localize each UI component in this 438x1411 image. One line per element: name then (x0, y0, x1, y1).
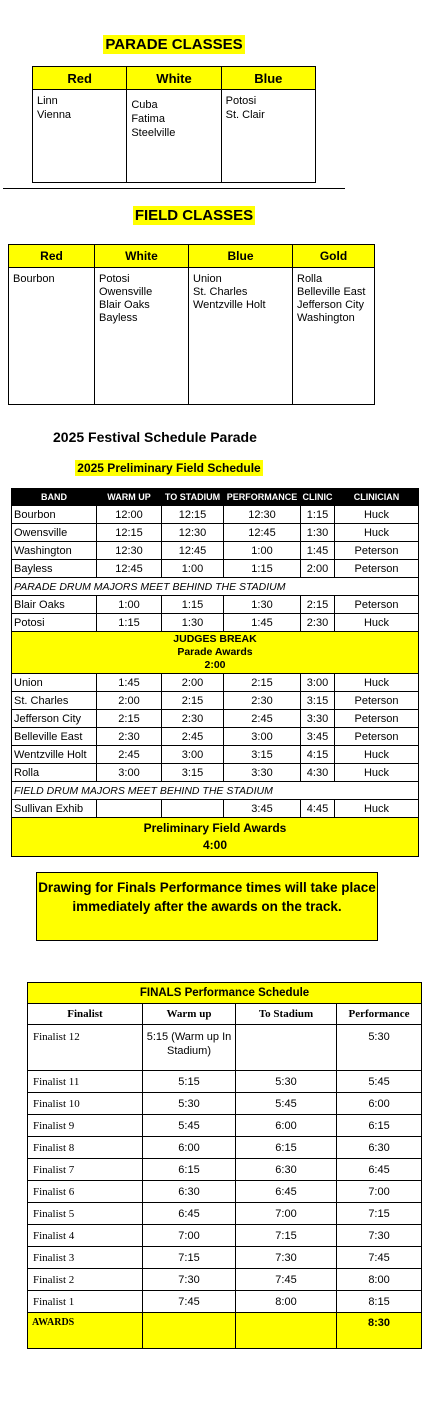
judges-break (12, 632, 419, 674)
schedule-cell: 1:15 (97, 614, 162, 632)
schedule-cell: 2:00 (97, 692, 162, 710)
finals-cell: 5:30 (143, 1093, 236, 1115)
schedule-cell: 4:15 (301, 746, 335, 764)
parade-classes-table (32, 66, 316, 183)
schedule-cell (162, 800, 224, 818)
parade-classes-title: PARADE CLASSES (105, 36, 243, 53)
preliminary-schedule-title: 2025 Preliminary Field Schedule (77, 461, 261, 475)
schedule-header-cell: PERFORMANCE (224, 489, 301, 506)
list-item: Vienna (37, 109, 72, 121)
finals-cell: 7:15 (236, 1225, 337, 1247)
field-header-white: White (95, 245, 189, 268)
table-row (12, 506, 419, 524)
finals-cell: 7:30 (143, 1269, 236, 1291)
finals-cell: 6:45 (236, 1181, 337, 1203)
finalist-name: Finalist 9 (28, 1115, 143, 1137)
schedule-cell: Huck (335, 746, 419, 764)
schedule-cell: 2:15 (301, 596, 335, 614)
schedule-cell: 1:15 (162, 596, 224, 614)
schedule-cell: 2:45 (97, 746, 162, 764)
schedule-cell: Peterson (335, 728, 419, 746)
preliminary-awards-line: 4:00 (202, 838, 228, 852)
festival-schedule-title: 2025 Festival Schedule Parade (53, 429, 257, 445)
list-item: Bourbon (13, 273, 55, 285)
table-row (28, 1093, 422, 1115)
finals-cell: 7:00 (337, 1181, 422, 1203)
list-item: Union (193, 273, 222, 285)
finals-cell: 6:15 (143, 1159, 236, 1181)
table-row (12, 614, 419, 632)
field-classes-title: FIELD CLASSES (134, 207, 254, 224)
table-row (28, 1247, 422, 1269)
list-item: St. Charles (193, 286, 248, 298)
list-item: Potosi (225, 95, 257, 107)
finals-header-cell: Warm up (143, 1004, 236, 1025)
band-name: Sullivan Exhib (12, 800, 97, 818)
list-item: Cuba (131, 99, 158, 111)
parade-red-list (33, 90, 127, 183)
finalist-name: Finalist 11 (28, 1071, 143, 1093)
table-row (28, 1203, 422, 1225)
table-row (12, 542, 419, 560)
schedule-cell (97, 800, 162, 818)
awards-time: 8:30 (337, 1313, 422, 1349)
schedule-cell: 12:30 (224, 506, 301, 524)
schedule-cell: Peterson (335, 542, 419, 560)
finals-cell: 7:30 (337, 1225, 422, 1247)
schedule-cell: 3:30 (224, 764, 301, 782)
schedule-header-cell: BAND (12, 489, 97, 506)
drum-major-note: PARADE DRUM MAJORS MEET BEHIND THE STADIUM (12, 578, 419, 596)
preliminary-awards-line: Preliminary Field Awards (143, 821, 287, 835)
field-header-gold: Gold (293, 245, 375, 268)
finals-cell: 6:00 (337, 1093, 422, 1115)
band-name: Blair Oaks (12, 596, 97, 614)
schedule-cell: 1:00 (162, 560, 224, 578)
finals-cell: 5:45 (143, 1115, 236, 1137)
list-item: Linn (37, 95, 58, 107)
schedule-cell: Peterson (335, 692, 419, 710)
field-header-blue: Blue (189, 245, 293, 268)
finals-cell: 5:30 (236, 1071, 337, 1093)
schedule-header-cell: CLINIC (301, 489, 335, 506)
finals-header-cell: To Stadium (236, 1004, 337, 1025)
finals-header-row (28, 1004, 422, 1025)
finals-cell: 8:15 (337, 1291, 422, 1313)
schedule-cell: 12:45 (224, 524, 301, 542)
schedule-cell: 1:15 (301, 506, 335, 524)
band-name: Wentzville Holt (12, 746, 97, 764)
schedule-cell: 2:30 (162, 710, 224, 728)
band-name: Potosi (12, 614, 97, 632)
judges-break-line: 2:00 (204, 659, 226, 671)
drawing-notice: Drawing for Finals Performance times will take place immediately after the awards on the track. (36, 872, 378, 941)
finals-cell: 6:00 (143, 1137, 236, 1159)
band-name: Belleville East (12, 728, 97, 746)
table-row (28, 1115, 422, 1137)
schedule-cell: Huck (335, 506, 419, 524)
finals-cell: 7:45 (236, 1269, 337, 1291)
table-row (12, 578, 419, 596)
table-row (28, 1159, 422, 1181)
table-row (28, 1291, 422, 1313)
schedule-cell: 12:15 (97, 524, 162, 542)
finals-cell: 7:00 (236, 1203, 337, 1225)
band-name: Bourbon (12, 506, 97, 524)
schedule-body (12, 506, 419, 857)
schedule-cell: 2:15 (224, 674, 301, 692)
schedule-cell: 3:30 (301, 710, 335, 728)
schedule-cell: Huck (335, 524, 419, 542)
schedule-cell: 2:15 (162, 692, 224, 710)
preliminary-schedule-table (11, 488, 419, 857)
finals-awards-row (28, 1313, 422, 1349)
schedule-cell: 3:15 (301, 692, 335, 710)
parade-white-list (127, 90, 221, 183)
finals-cell: 6:45 (143, 1203, 236, 1225)
finals-cell (236, 1025, 337, 1071)
table-row (12, 800, 419, 818)
schedule-cell: 3:15 (224, 746, 301, 764)
field-blue-list (189, 268, 293, 405)
finalist-name: Finalist 7 (28, 1159, 143, 1181)
schedule-cell: 2:00 (162, 674, 224, 692)
finals-cell: 6:30 (337, 1137, 422, 1159)
finalist-name: Finalist 12 (28, 1025, 143, 1071)
schedule-cell: 2:30 (224, 692, 301, 710)
finalist-name: Finalist 10 (28, 1093, 143, 1115)
finals-cell: 6:45 (337, 1159, 422, 1181)
finals-cell: 7:00 (143, 1225, 236, 1247)
finals-cell: 7:30 (236, 1247, 337, 1269)
parade-header-white: White (127, 67, 221, 90)
list-item: Fatima (131, 113, 165, 125)
finals-cell: 7:15 (337, 1203, 422, 1225)
finalist-name: Finalist 8 (28, 1137, 143, 1159)
schedule-cell: 12:30 (97, 542, 162, 560)
list-item: Jefferson City (297, 299, 365, 311)
awards-empty (143, 1313, 236, 1349)
schedule-cell: 3:15 (162, 764, 224, 782)
list-item: Bayless (99, 312, 138, 324)
drum-major-note: FIELD DRUM MAJORS MEET BEHIND THE STADIUM (12, 782, 419, 800)
schedule-header-cell: TO STADIUM (162, 489, 224, 506)
schedule-cell: 3:45 (224, 800, 301, 818)
schedule-cell: 2:15 (97, 710, 162, 728)
finals-cell: 6:30 (236, 1159, 337, 1181)
schedule-cell: 4:30 (301, 764, 335, 782)
awards-empty (236, 1313, 337, 1349)
table-row (28, 1269, 422, 1291)
schedule-cell: 1:30 (162, 614, 224, 632)
list-item: Rolla (297, 273, 323, 285)
list-item: Steelville (131, 127, 176, 139)
table-row (12, 560, 419, 578)
band-name: St. Charles (12, 692, 97, 710)
schedule-cell: Huck (335, 614, 419, 632)
schedule-cell: 3:00 (97, 764, 162, 782)
band-name: Washington (12, 542, 97, 560)
finalist-name: Finalist 1 (28, 1291, 143, 1313)
schedule-cell: 12:45 (97, 560, 162, 578)
band-name: Union (12, 674, 97, 692)
finals-cell: 8:00 (337, 1269, 422, 1291)
field-header-red: Red (9, 245, 95, 268)
band-name: Jefferson City (12, 710, 97, 728)
list-item: St. Clair (225, 109, 265, 121)
list-item: Owensville (99, 286, 153, 298)
schedule-cell: 1:15 (224, 560, 301, 578)
schedule-cell: 2:45 (162, 728, 224, 746)
schedule-cell: 2:30 (97, 728, 162, 746)
finals-header-cell: Performance (337, 1004, 422, 1025)
schedule-cell: Peterson (335, 710, 419, 728)
table-row (12, 674, 419, 692)
schedule-header-row (12, 489, 419, 506)
finals-cell: 7:15 (143, 1247, 236, 1269)
table-row (28, 1225, 422, 1247)
finalist-name: Finalist 3 (28, 1247, 143, 1269)
field-gold-list (293, 268, 375, 405)
list-item: Wentzville Holt (193, 299, 266, 311)
table-row (12, 746, 419, 764)
finals-cell: 6:15 (337, 1115, 422, 1137)
table-row (28, 1181, 422, 1203)
table-row (12, 524, 419, 542)
table-row (12, 710, 419, 728)
field-white-list (95, 268, 189, 405)
finals-cell: 7:45 (143, 1291, 236, 1313)
schedule-header-cell: CLINICIAN (335, 489, 419, 506)
table-row (12, 596, 419, 614)
finalist-name: Finalist 2 (28, 1269, 143, 1291)
schedule-cell: 1:00 (224, 542, 301, 560)
table-row (28, 1071, 422, 1093)
band-name: Rolla (12, 764, 97, 782)
finals-cell: 5:15 (Warm up In Stadium) (143, 1025, 236, 1071)
table-row (28, 1137, 422, 1159)
schedule-cell: 12:00 (97, 506, 162, 524)
list-item: Belleville East (297, 286, 366, 298)
schedule-cell: 3:00 (301, 674, 335, 692)
table-row (28, 1025, 422, 1071)
table-row (12, 782, 419, 800)
field-red-list (9, 268, 95, 405)
band-name: Bayless (12, 560, 97, 578)
finalist-name: Finalist 4 (28, 1225, 143, 1247)
schedule-cell: 2:00 (301, 560, 335, 578)
finals-schedule-table (27, 982, 422, 1349)
parade-header-blue: Blue (221, 67, 315, 90)
finals-cell: 6:30 (143, 1181, 236, 1203)
schedule-cell: 3:00 (162, 746, 224, 764)
table-row (12, 818, 419, 857)
list-item: Blair Oaks (99, 299, 150, 311)
schedule-cell: 3:45 (301, 728, 335, 746)
schedule-cell: 2:30 (301, 614, 335, 632)
table-row (12, 692, 419, 710)
schedule-header-cell: WARM UP (97, 489, 162, 506)
field-classes-table (8, 244, 375, 405)
schedule-cell: Huck (335, 764, 419, 782)
table-row (28, 983, 422, 1004)
schedule-cell: 1:30 (301, 524, 335, 542)
schedule-cell: 1:45 (301, 542, 335, 560)
schedule-cell: Peterson (335, 596, 419, 614)
list-item: Potosi (99, 273, 130, 285)
schedule-cell: 1:30 (224, 596, 301, 614)
finalist-name: Finalist 6 (28, 1181, 143, 1203)
table-row (12, 728, 419, 746)
finals-title: FINALS Performance Schedule (28, 983, 422, 1004)
judges-break-line: Parade Awards (177, 646, 253, 658)
schedule-cell: Huck (335, 800, 419, 818)
finals-cell: 5:45 (337, 1071, 422, 1093)
schedule-cell: 1:00 (97, 596, 162, 614)
section-divider (3, 188, 345, 189)
schedule-cell: 1:45 (97, 674, 162, 692)
finals-cell: 8:00 (236, 1291, 337, 1313)
schedule-cell: 1:45 (224, 614, 301, 632)
finals-body (28, 983, 422, 1349)
finals-cell: 5:30 (337, 1025, 422, 1071)
finals-cell: 7:45 (337, 1247, 422, 1269)
schedule-cell: Peterson (335, 560, 419, 578)
schedule-cell: 12:15 (162, 506, 224, 524)
finals-cell: 6:15 (236, 1137, 337, 1159)
schedule-cell: 4:45 (301, 800, 335, 818)
table-row (12, 764, 419, 782)
schedule-cell: 12:30 (162, 524, 224, 542)
finalist-name: Finalist 5 (28, 1203, 143, 1225)
awards-label: AWARDS (28, 1313, 143, 1349)
list-item: Washington (297, 312, 355, 324)
preliminary-awards (12, 818, 419, 857)
schedule-cell: 2:45 (224, 710, 301, 728)
table-row (12, 632, 419, 674)
schedule-cell: Huck (335, 674, 419, 692)
finals-cell: 5:45 (236, 1093, 337, 1115)
parade-header-red: Red (33, 67, 127, 90)
schedule-cell: 3:00 (224, 728, 301, 746)
band-name: Owensville (12, 524, 97, 542)
finals-header-cell: Finalist (28, 1004, 143, 1025)
finals-cell: 6:00 (236, 1115, 337, 1137)
judges-break-line: JUDGES BREAK (173, 633, 257, 645)
finals-cell: 5:15 (143, 1071, 236, 1093)
schedule-cell: 12:45 (162, 542, 224, 560)
parade-blue-list (221, 90, 315, 183)
